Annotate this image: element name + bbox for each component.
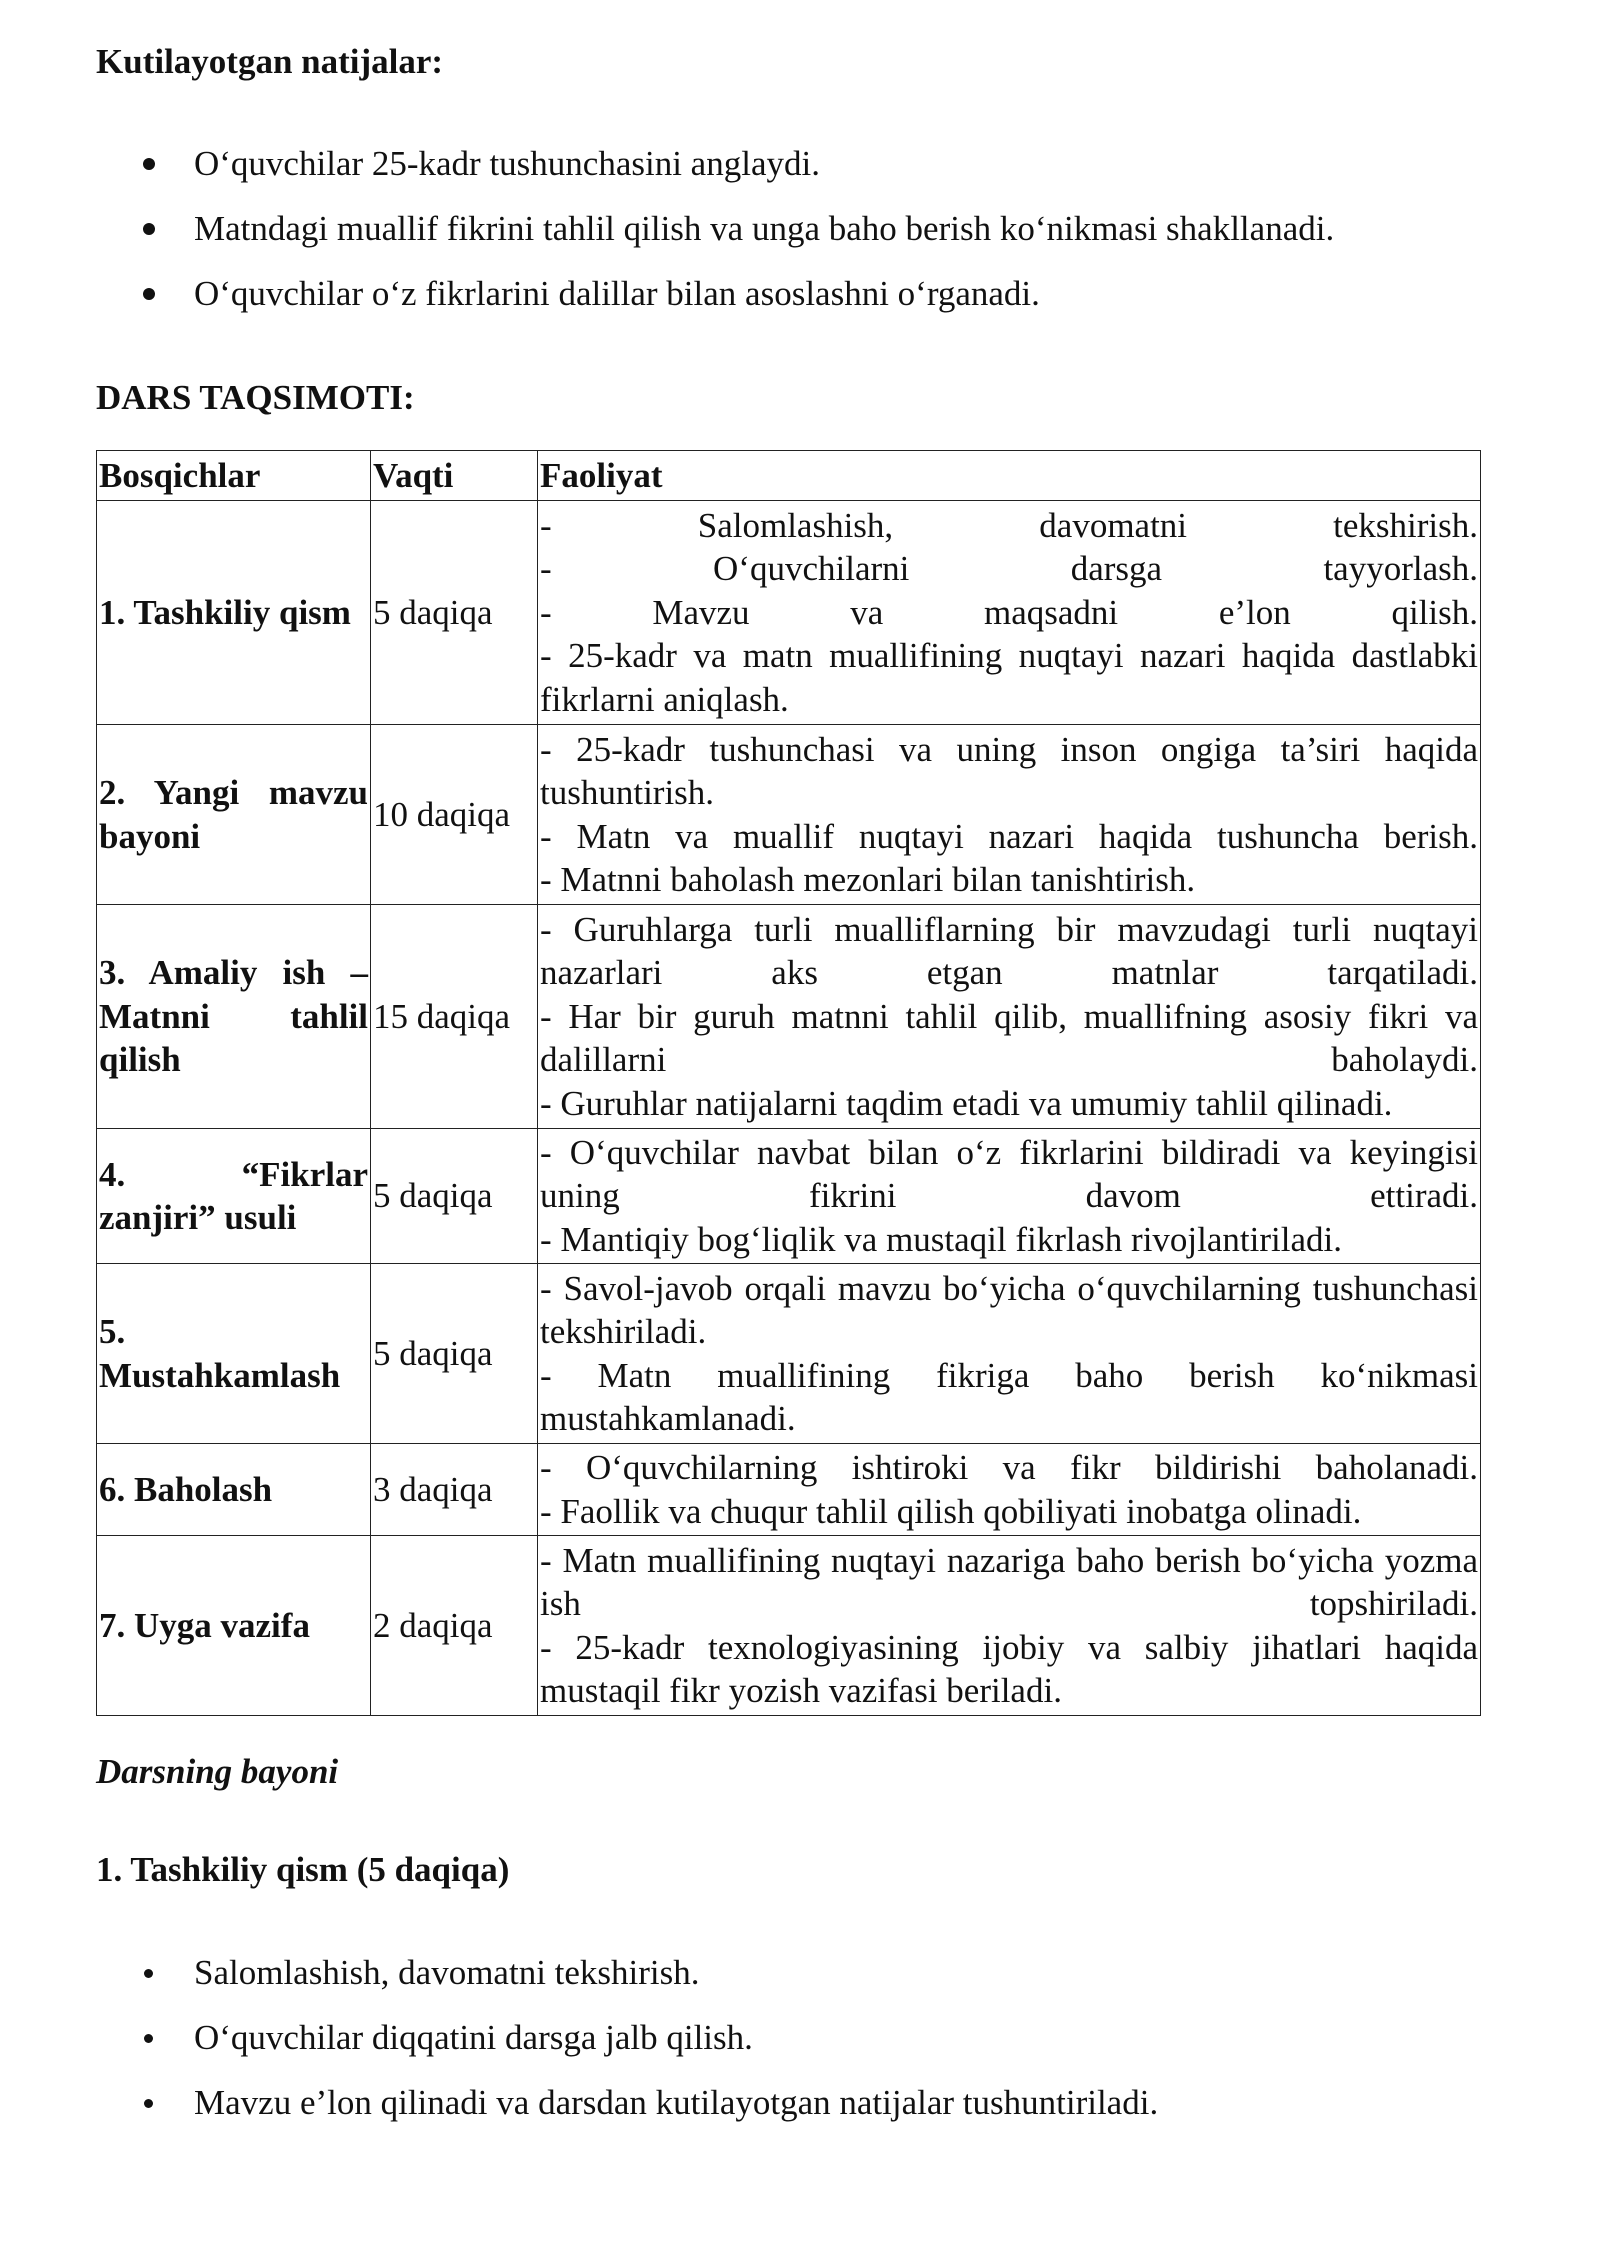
list-item [96, 144, 1334, 209]
stage-cell: 4. “Fikrlar zanjiri” usuli [97, 1129, 371, 1264]
activity-line: - Guruhlar natijalarni taqdim etadi va umumiy tahlil qilinadi. [540, 1083, 1393, 1123]
table-row [97, 1264, 1481, 1444]
activity-line: - Matnni baholash mezonlari bilan tanishtirish. [540, 860, 1196, 899]
section-title: 1. Tashkiliy qism (5 daqiqa) [96, 1850, 510, 1889]
list-item-text: O‘quvchilar diqqatini darsga jalb qilish. [194, 2018, 753, 2057]
bullet-icon [143, 223, 155, 235]
stage-cell: 2. Yangi mavzu bayoni [97, 725, 371, 905]
activity-line: - Savol-javob orqali mavzu bo‘yicha o‘quvchilarning tushunchasi tekshiriladi. [540, 1268, 1478, 1351]
activity-line: - 25-kadr tushunchasi va uning inson ongiga ta’siri haqida tushuntirish. [540, 729, 1478, 812]
list-item [96, 1953, 1158, 2018]
stage-cell: 3. Amaliy ish – Matnni tahlil qilish [97, 905, 371, 1129]
time-cell: 5 daqiqa [371, 501, 538, 725]
bullet-icon [143, 158, 155, 170]
table-row [97, 725, 1481, 905]
list-item [96, 2083, 1158, 2148]
list-item [96, 209, 1334, 274]
activity-cell [538, 905, 1481, 1129]
stage-cell: 5. Mustahkamlash [97, 1264, 371, 1444]
activity-line: - Mantiqiy bog‘liqlik va mustaqil fikrlash rivojlantiriladi. [540, 1219, 1342, 1259]
table-row [97, 1444, 1481, 1536]
stage-cell: 7. Uyga vazifa [97, 1536, 371, 1716]
list-item [96, 274, 1334, 339]
activity-line: - Faollik va chuqur tahlil qilish qobiliyati inobatga olinadi. [540, 1491, 1362, 1531]
activity-line: - 25-kadr texnologiyasining ijobiy va salbiy jihatlari haqida mustaqil fikr yozish vazifasi beriladi. [540, 1627, 1478, 1710]
activity-line: - Matn muallifining fikriga baho berish ko‘nikmasi mustahkamlanadi. [540, 1355, 1478, 1438]
table-row [97, 1129, 1481, 1264]
activity-line: - O‘quvchilarning ishtiroki va fikr bildirishi baholanadi. [540, 1448, 1478, 1487]
activity-cell [538, 1444, 1481, 1536]
list-item-text: Salomlashish, davomatni tekshirish. [194, 1953, 700, 1992]
activity-line: - Guruhlarga turli mualliflarning bir mavzudagi turli nuqtayi nazarlari aks etgan matnlar tarqatiladi. [540, 909, 1478, 993]
bullet-icon [144, 1969, 153, 1978]
table-row [97, 1536, 1481, 1716]
bullet-icon [143, 288, 155, 300]
results-list [96, 144, 1334, 339]
stage-cell: 1. Tashkiliy qism [97, 501, 371, 725]
activity-cell [538, 501, 1481, 725]
activity-line: - Mavzu va maqsadni e’lon qilish. [540, 592, 1478, 632]
lesson-list [96, 1953, 1158, 2148]
activity-line: - O‘quvchilarni darsga tayyorlash. [540, 549, 1478, 589]
activity-line: - Salomlashish, davomatni tekshirish. [540, 505, 1478, 545]
list-item-text: Mavzu e’lon qilinadi va darsdan kutilayotgan natijalar tushuntiriladi. [194, 2083, 1159, 2122]
stage-cell: 6. Baholash [97, 1444, 371, 1536]
activity-line: - Matn va muallif nuqtayi nazari haqida tushuncha berish. [540, 816, 1478, 856]
column-header-activity: Faoliyat [538, 451, 1481, 501]
activity-line: - Matn muallifining nuqtayi nazariga baho berish bo‘yicha yozma ish topshiriladi. [540, 1540, 1478, 1623]
list-item-text: Matndagi muallif fikrini tahlil qilish va unga baho berish ko‘nikmasi shakllanadi. [194, 209, 1335, 248]
lesson-plan-table [96, 450, 1481, 1716]
activity-cell [538, 725, 1481, 905]
time-cell: 10 daqiqa [371, 725, 538, 905]
activity-line: - Har bir guruh matnni tahlil qilib, muallifning asosiy fikri va dalillarni baholaydi. [540, 996, 1478, 1080]
time-cell: 2 daqiqa [371, 1536, 538, 1716]
table-header-row [97, 451, 1481, 501]
column-header-time: Vaqti [371, 451, 538, 501]
list-item-text: O‘quvchilar 25-kadr tushunchasini anglaydi. [194, 144, 820, 183]
time-cell: 5 daqiqa [371, 1129, 538, 1264]
time-cell: 15 daqiqa [371, 905, 538, 1129]
activity-line: - O‘quvchilar navbat bilan o‘z fikrlarini bildiradi va keyingisi uning fikrini davom ettiradi. [540, 1132, 1478, 1216]
table-row [97, 905, 1481, 1129]
lesson-heading: Darsning bayoni [96, 1752, 339, 1791]
activity-line: - 25-kadr va matn muallifining nuqtayi nazari haqida dastlabki fikrlarni aniqlash. [540, 636, 1478, 719]
results-heading: Kutilayotgan natijalar: [96, 42, 444, 81]
table-row [97, 501, 1481, 725]
activity-cell [538, 1264, 1481, 1444]
time-cell: 3 daqiqa [371, 1444, 538, 1536]
time-cell: 5 daqiqa [371, 1264, 538, 1444]
column-header-stages: Bosqichlar [97, 451, 371, 501]
activity-cell [538, 1129, 1481, 1264]
bullet-icon [144, 2034, 153, 2043]
plan-heading: DARS TAQSIMOTI: [96, 378, 415, 417]
list-item-text: O‘quvchilar o‘z fikrlarini dalillar bilan asoslashni o‘rganadi. [194, 274, 1040, 313]
activity-cell [538, 1536, 1481, 1716]
bullet-icon [144, 2099, 153, 2108]
list-item [96, 2018, 1158, 2083]
